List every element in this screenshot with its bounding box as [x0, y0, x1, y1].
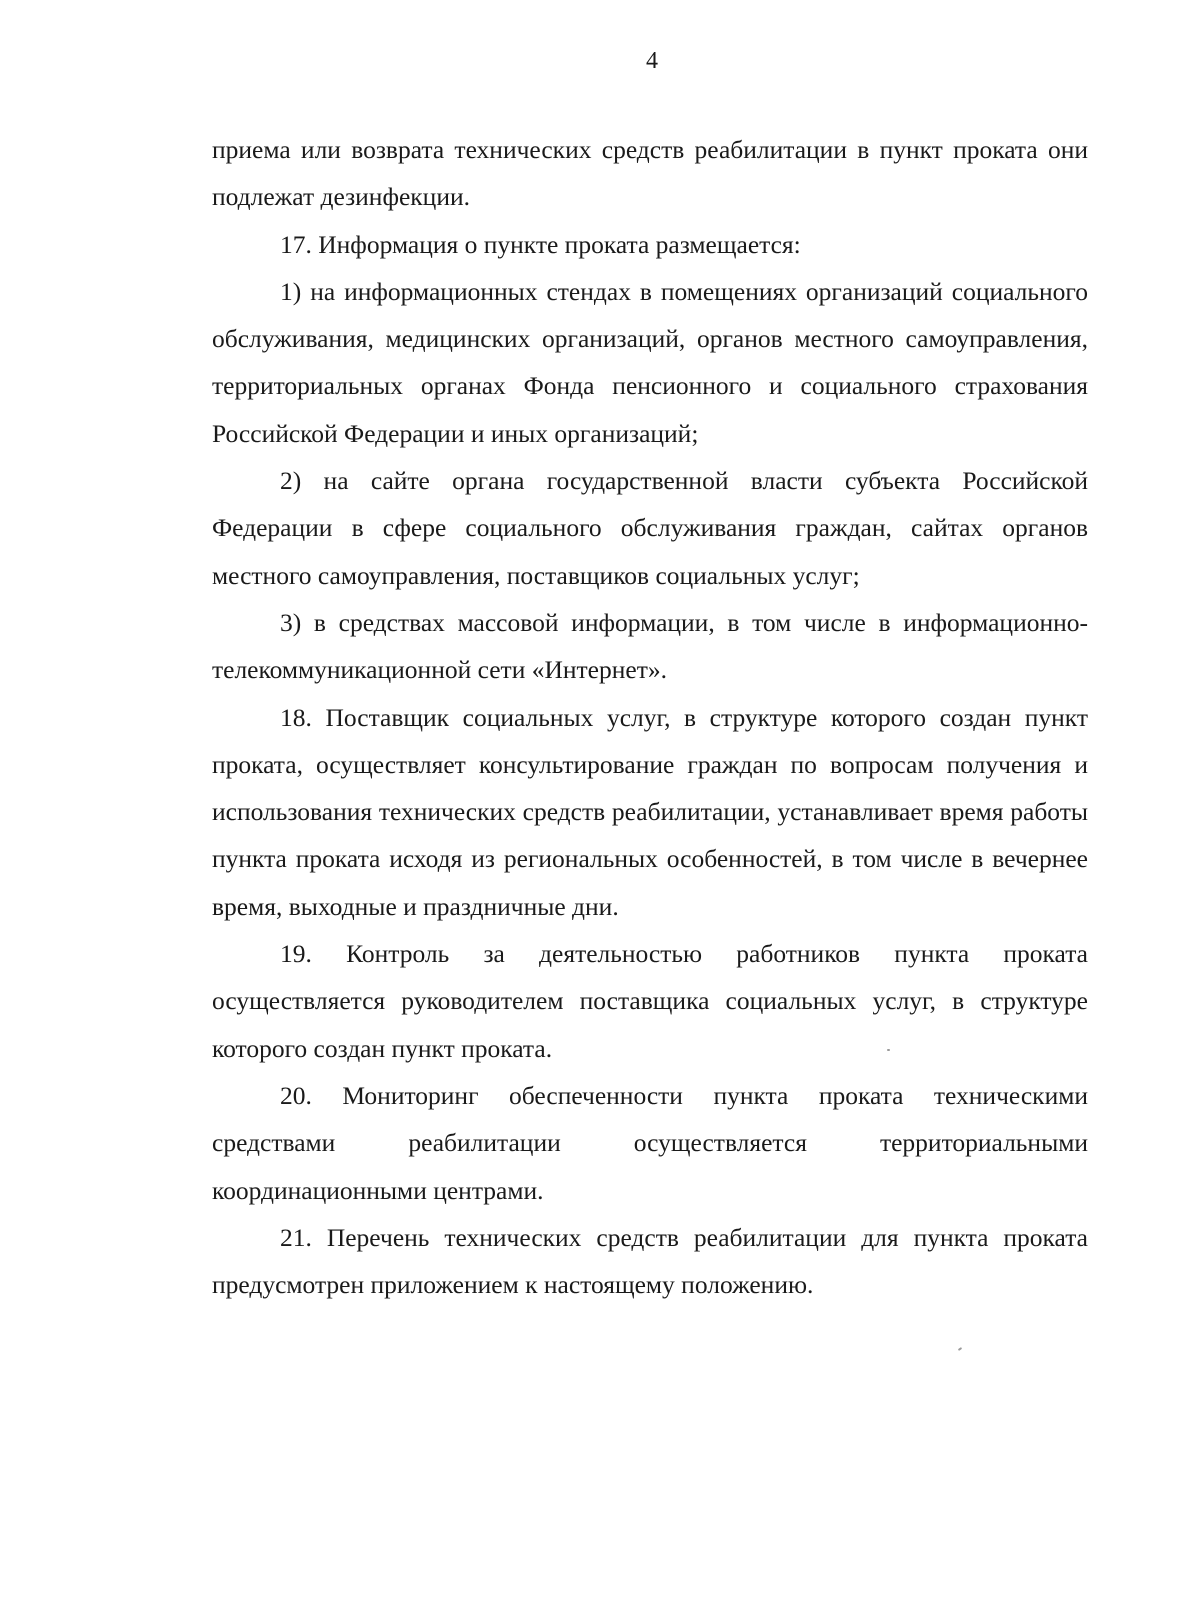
paragraph-17: 17. Информация о пункте проката размещается: — [280, 229, 801, 259]
paragraph-18: 18. Поставщик социальных услуг, в структуре которого создан пункт проката, осуществляет консультирование граждан по вопросам получения и использования технических средств реабилитации, устанавливает время работы пункта проката исходя из региональных особенностей, в том числе в вечернее время, выходные и праздничные дни. — [212, 702, 1088, 921]
paragraph-17-item-3: 3) в средствах массовой информации, в том числе в информационно-телекоммуникационной сети «Интернет». — [212, 607, 1088, 685]
document-body — [212, 126, 1088, 1308]
paragraph-continuation: приема или возврата технических средств реабилитации в пункт проката они подлежат дезинфекции. — [212, 135, 1088, 212]
scan-speck — [958, 1347, 962, 1351]
paragraph-17-item-1: 1) на информационных стендах в помещениях организаций социального обслуживания, медицинских организаций, органов местного самоуправления, территориальных органах Фонда пенсионного и социального страхования Российской Федерации и иных организаций; — [212, 276, 1088, 448]
paragraph-21: 21. Перечень технических средств реабилитации для пункта проката предусмотрен приложением к настоящему положению. — [212, 1222, 1088, 1300]
paragraph-17-item-2: 2) на сайте органа государственной власти субъекта Российской Федерации в сфере социального обслуживания граждан, сайтах органов местного самоуправления, поставщиков социальных услуг; — [212, 466, 1088, 590]
paragraph-19: 19. Контроль за деятельностью работников пункта проката осуществляется руководителем поставщика социальных услуг, в структуре которого создан пункт проката. — [212, 939, 1088, 1063]
scan-speck — [887, 1049, 890, 1051]
page-number: 4 — [646, 48, 658, 74]
paragraph-20: 20. Мониторинг обеспеченности пункта проката техническими средствами реабилитации осуществляется территориальными координационными центрами. — [212, 1080, 1088, 1205]
